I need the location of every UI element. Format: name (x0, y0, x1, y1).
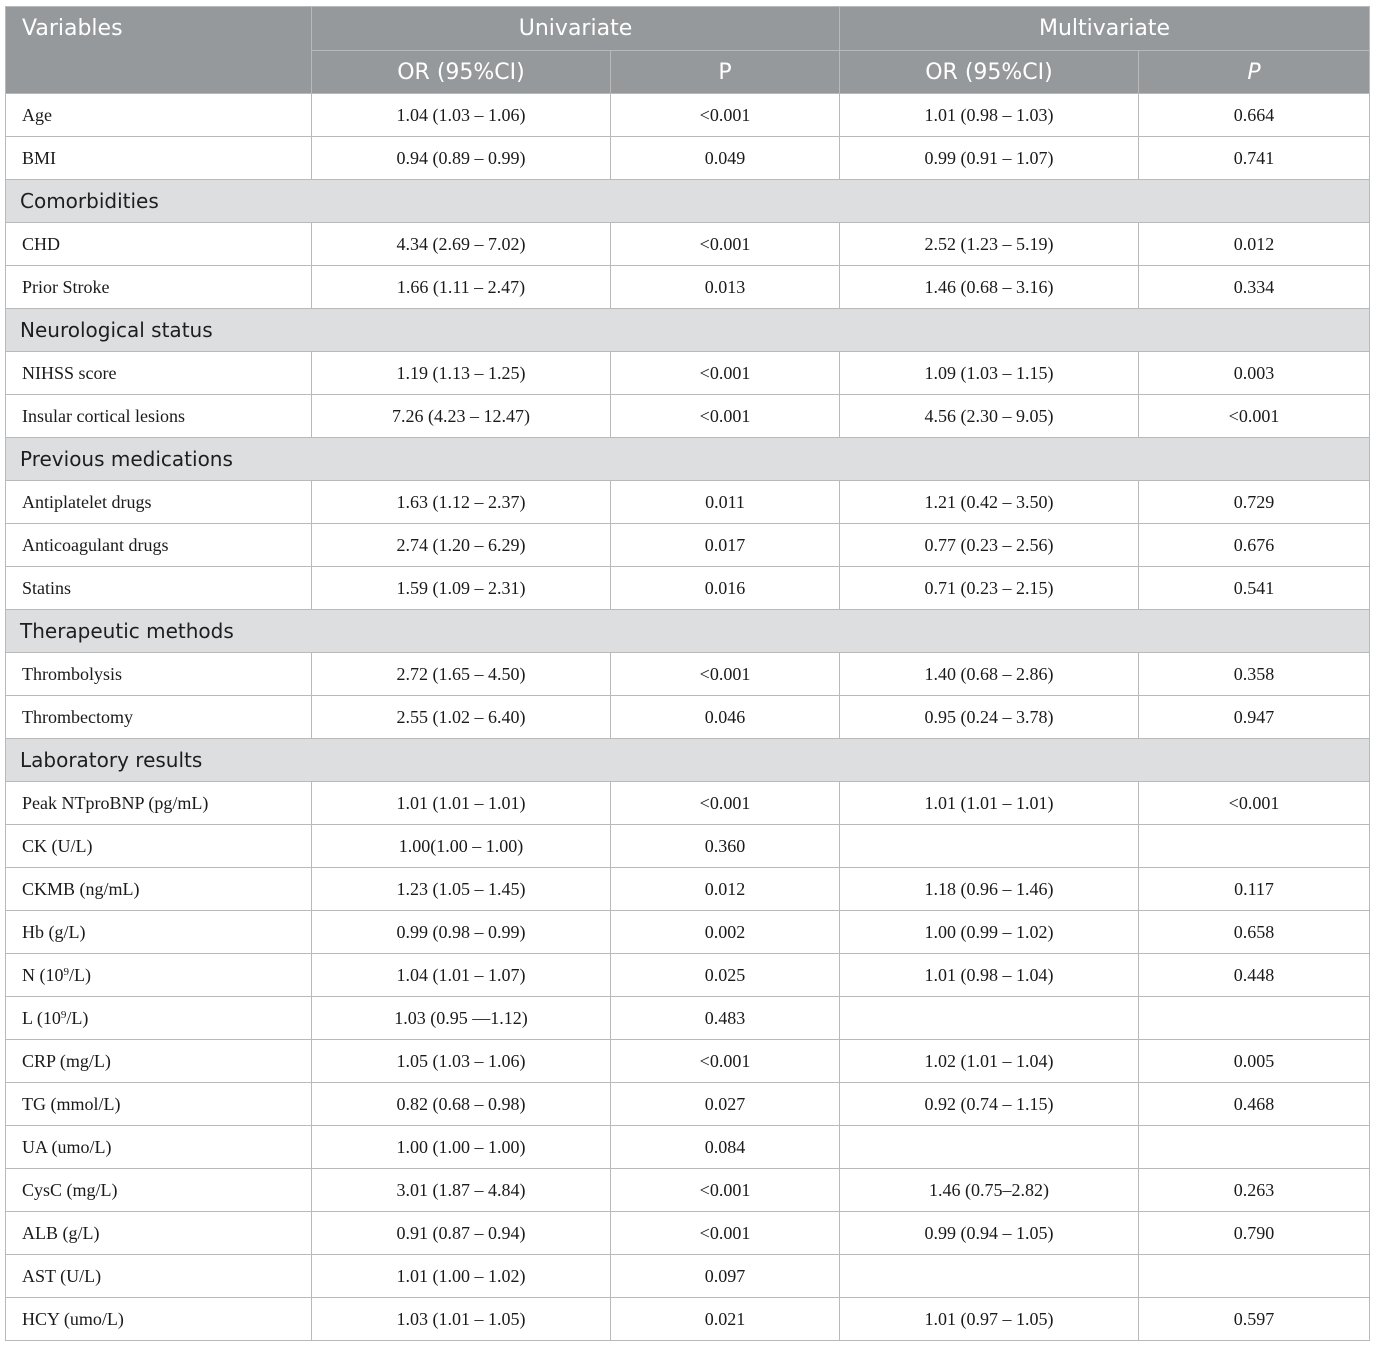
uni-p-cell: 0.046 (611, 696, 840, 739)
multi-p-cell (1139, 1255, 1370, 1298)
multivariate-header: Multivariate (840, 7, 1370, 51)
row-label: CysC (mg/L) (6, 1169, 312, 1212)
uni-or-cell: 2.72 (1.65 – 4.50) (312, 653, 611, 696)
uni-or-cell: 0.82 (0.68 – 0.98) (312, 1083, 611, 1126)
table-row (6, 352, 1370, 395)
multi-or-ci-header: OR (95%CI) (840, 51, 1139, 94)
uni-or-cell: 0.99 (0.98 – 0.99) (312, 911, 611, 954)
multi-p-cell: 0.334 (1139, 266, 1370, 309)
multi-or-cell: 0.99 (0.91 – 1.07) (840, 137, 1139, 180)
multi-or-cell: 1.02 (1.01 – 1.04) (840, 1040, 1139, 1083)
multi-p-cell: 0.468 (1139, 1083, 1370, 1126)
section-row (6, 739, 1370, 782)
uni-or-cell: 1.01 (1.01 – 1.01) (312, 782, 611, 825)
uni-p-cell: 0.016 (611, 567, 840, 610)
table-row (6, 653, 1370, 696)
table-row (6, 94, 1370, 137)
label-text: L (10 (22, 1007, 61, 1028)
uni-p-cell: 0.017 (611, 524, 840, 567)
uni-p-cell: 0.084 (611, 1126, 840, 1169)
uni-p-cell: <0.001 (611, 223, 840, 266)
multi-p-cell: <0.001 (1139, 395, 1370, 438)
uni-or-cell: 1.19 (1.13 – 1.25) (312, 352, 611, 395)
row-label: HCY (umo/L) (6, 1298, 312, 1341)
uni-or-cell: 1.04 (1.03 – 1.06) (312, 94, 611, 137)
table-row (6, 1298, 1370, 1341)
multi-or-cell: 0.95 (0.24 – 3.78) (840, 696, 1139, 739)
uni-or-cell: 1.03 (1.01 – 1.05) (312, 1298, 611, 1341)
row-label: Insular cortical lesions (6, 395, 312, 438)
multi-p-cell: 0.729 (1139, 481, 1370, 524)
row-label: Hb (g/L) (6, 911, 312, 954)
table-row (6, 868, 1370, 911)
row-label: CK (U/L) (6, 825, 312, 868)
row-label: Peak NTproBNP (pg/mL) (6, 782, 312, 825)
uni-or-cell: 1.23 (1.05 – 1.45) (312, 868, 611, 911)
uni-or-cell: 1.00 (1.00 – 1.00) (312, 1126, 611, 1169)
uni-p-header: P (611, 51, 840, 94)
uni-p-cell: 0.011 (611, 481, 840, 524)
uni-or-cell: 1.66 (1.11 – 2.47) (312, 266, 611, 309)
multi-or-cell: 1.09 (1.03 – 1.15) (840, 352, 1139, 395)
label-unit: /L) (66, 1007, 89, 1028)
row-label: Statins (6, 567, 312, 610)
multi-p-cell (1139, 825, 1370, 868)
table-row (6, 954, 1370, 997)
multi-or-cell: 1.18 (0.96 – 1.46) (840, 868, 1139, 911)
table-row (6, 1126, 1370, 1169)
multi-or-cell: 1.46 (0.68 – 3.16) (840, 266, 1139, 309)
uni-or-cell: 7.26 (4.23 – 12.47) (312, 395, 611, 438)
uni-p-cell: 0.360 (611, 825, 840, 868)
multi-or-cell: 0.99 (0.94 – 1.05) (840, 1212, 1139, 1255)
row-label: NIHSS score (6, 352, 312, 395)
label-text: N (10 (22, 964, 64, 985)
multi-p-cell (1139, 1126, 1370, 1169)
uni-or-cell: 1.59 (1.09 – 2.31) (312, 567, 611, 610)
multi-p-cell: 0.541 (1139, 567, 1370, 610)
uni-p-cell: <0.001 (611, 782, 840, 825)
uni-p-cell: 0.021 (611, 1298, 840, 1341)
table-row (6, 1040, 1370, 1083)
uni-p-cell: <0.001 (611, 352, 840, 395)
table-row (6, 481, 1370, 524)
uni-p-cell: <0.001 (611, 1169, 840, 1212)
section-row (6, 438, 1370, 481)
uni-or-cell: 1.03 (0.95 —1.12) (312, 997, 611, 1040)
univariate-header: Univariate (312, 7, 840, 51)
multi-or-cell: 1.01 (0.97 – 1.05) (840, 1298, 1139, 1341)
row-label: AST (U/L) (6, 1255, 312, 1298)
table-row (6, 1212, 1370, 1255)
table-row (6, 567, 1370, 610)
uni-or-cell: 2.55 (1.02 – 6.40) (312, 696, 611, 739)
table-row (6, 1083, 1370, 1126)
section-label: Neurological status (6, 309, 1370, 352)
table-row (6, 223, 1370, 266)
uni-or-cell: 1.63 (1.12 – 2.37) (312, 481, 611, 524)
section-row (6, 180, 1370, 223)
multi-p-cell (1139, 997, 1370, 1040)
row-label: CRP (mg/L) (6, 1040, 312, 1083)
label-exponent: 9 (60, 1008, 67, 1021)
row-label: Prior Stroke (6, 266, 312, 309)
multi-or-cell (840, 825, 1139, 868)
multi-p-cell: 0.741 (1139, 137, 1370, 180)
multi-or-cell: 2.52 (1.23 – 5.19) (840, 223, 1139, 266)
uni-p-cell: <0.001 (611, 1212, 840, 1255)
multi-or-cell: 1.46 (0.75–2.82) (840, 1169, 1139, 1212)
table-row (6, 524, 1370, 567)
multi-or-cell: 1.40 (0.68 – 2.86) (840, 653, 1139, 696)
uni-p-cell: 0.013 (611, 266, 840, 309)
row-label: Antiplatelet drugs (6, 481, 312, 524)
multi-p-cell: 0.790 (1139, 1212, 1370, 1255)
uni-p-cell: <0.001 (611, 1040, 840, 1083)
multi-or-cell: 0.77 (0.23 – 2.56) (840, 524, 1139, 567)
section-label: Laboratory results (6, 739, 1370, 782)
uni-or-ci-header: OR (95%CI) (312, 51, 611, 94)
uni-p-cell: 0.483 (611, 997, 840, 1040)
uni-or-cell: 0.91 (0.87 – 0.94) (312, 1212, 611, 1255)
multi-p-cell: 0.676 (1139, 524, 1370, 567)
multi-or-cell (840, 1255, 1139, 1298)
multi-or-cell: 0.92 (0.74 – 1.15) (840, 1083, 1139, 1126)
multi-or-cell: 1.21 (0.42 – 3.50) (840, 481, 1139, 524)
header-row-groups (6, 7, 1370, 51)
row-label: BMI (6, 137, 312, 180)
multi-or-cell: 1.01 (0.98 – 1.03) (840, 94, 1139, 137)
table-row (6, 1255, 1370, 1298)
uni-p-cell: 0.012 (611, 868, 840, 911)
table-row (6, 1169, 1370, 1212)
uni-or-cell: 1.05 (1.03 – 1.06) (312, 1040, 611, 1083)
section-label: Therapeutic methods (6, 610, 1370, 653)
uni-p-cell: 0.049 (611, 137, 840, 180)
row-label: Anticoagulant drugs (6, 524, 312, 567)
multi-p-cell: 0.012 (1139, 223, 1370, 266)
multi-p-cell: 0.005 (1139, 1040, 1370, 1083)
row-label: CKMB (ng/mL) (6, 868, 312, 911)
section-row (6, 309, 1370, 352)
row-label: CHD (6, 223, 312, 266)
uni-p-cell: 0.025 (611, 954, 840, 997)
multi-or-cell (840, 1126, 1139, 1169)
multi-p-cell: 0.358 (1139, 653, 1370, 696)
section-row (6, 610, 1370, 653)
multi-or-cell: 4.56 (2.30 – 9.05) (840, 395, 1139, 438)
multi-p-cell: 0.664 (1139, 94, 1370, 137)
uni-p-cell: 0.002 (611, 911, 840, 954)
table-row (6, 266, 1370, 309)
multi-p-cell: 0.117 (1139, 868, 1370, 911)
uni-or-cell: 1.04 (1.01 – 1.07) (312, 954, 611, 997)
uni-or-cell: 0.94 (0.89 – 0.99) (312, 137, 611, 180)
uni-or-cell: 2.74 (1.20 – 6.29) (312, 524, 611, 567)
uni-p-cell: <0.001 (611, 653, 840, 696)
label-exponent: 9 (63, 965, 69, 978)
multi-p-cell: 0.003 (1139, 352, 1370, 395)
uni-or-cell: 1.00(1.00 – 1.00) (312, 825, 611, 868)
table-row (6, 696, 1370, 739)
uni-p-cell: 0.097 (611, 1255, 840, 1298)
table-row (6, 997, 1370, 1040)
table-row (6, 825, 1370, 868)
multi-p-cell: 0.263 (1139, 1169, 1370, 1212)
label-unit: /L) (69, 964, 91, 985)
table-row (6, 911, 1370, 954)
table-row (6, 137, 1370, 180)
multi-or-cell (840, 997, 1139, 1040)
multi-or-cell: 1.01 (1.01 – 1.01) (840, 782, 1139, 825)
multi-p-cell: <0.001 (1139, 782, 1370, 825)
uni-or-cell: 1.01 (1.00 – 1.02) (312, 1255, 611, 1298)
section-label: Comorbidities (6, 180, 1370, 223)
multi-or-cell: 1.00 (0.99 – 1.02) (840, 911, 1139, 954)
uni-or-cell: 4.34 (2.69 – 7.02) (312, 223, 611, 266)
row-label: Thrombectomy (6, 696, 312, 739)
regression-table (5, 6, 1370, 1341)
row-label: UA (umo/L) (6, 1126, 312, 1169)
multi-or-cell: 0.71 (0.23 – 2.15) (840, 567, 1139, 610)
uni-p-cell: <0.001 (611, 395, 840, 438)
row-label: ALB (g/L) (6, 1212, 312, 1255)
table-row (6, 395, 1370, 438)
multi-p-cell: 0.658 (1139, 911, 1370, 954)
uni-p-cell: <0.001 (611, 94, 840, 137)
row-label (6, 997, 312, 1040)
variables-header: Variables (6, 7, 312, 94)
uni-or-cell: 3.01 (1.87 – 4.84) (312, 1169, 611, 1212)
uni-p-cell: 0.027 (611, 1083, 840, 1126)
section-label: Previous medications (6, 438, 1370, 481)
multi-p-cell: 0.947 (1139, 696, 1370, 739)
multi-or-cell: 1.01 (0.98 – 1.04) (840, 954, 1139, 997)
multi-p-cell: 0.597 (1139, 1298, 1370, 1341)
table-row (6, 782, 1370, 825)
row-label (6, 954, 312, 997)
row-label: Age (6, 94, 312, 137)
row-label: TG (mmol/L) (6, 1083, 312, 1126)
multi-p-cell: 0.448 (1139, 954, 1370, 997)
row-label: Thrombolysis (6, 653, 312, 696)
multi-p-header: P (1139, 51, 1370, 94)
